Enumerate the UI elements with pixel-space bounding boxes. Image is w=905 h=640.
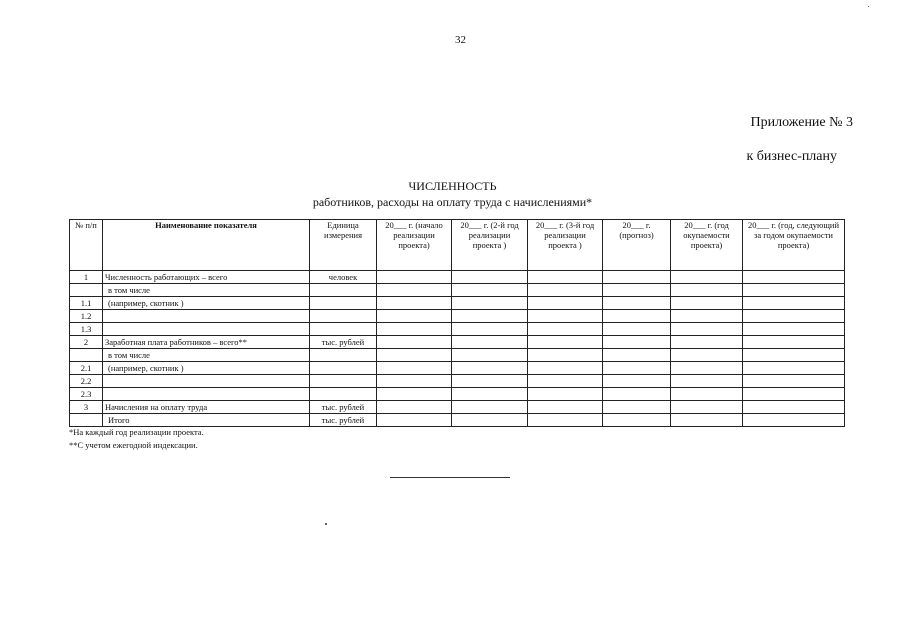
row-year-value-cell <box>377 336 452 349</box>
row-year-value-cell <box>452 375 528 388</box>
row-year-value-cell <box>671 284 743 297</box>
row-year-value-cell <box>377 401 452 414</box>
footnote-2: **С учетом ежегодной индексации. <box>69 440 198 450</box>
row-year-value-cell <box>743 297 845 310</box>
row-year-value-cell <box>743 375 845 388</box>
header-year-2: 20___ г. (2-й год реализации проекта ) <box>452 220 528 271</box>
table-row <box>70 297 845 310</box>
row-number <box>70 284 103 297</box>
row-unit <box>310 323 377 336</box>
row-year-value-cell <box>671 297 743 310</box>
row-indicator-name: Численность работающих – всего <box>103 271 310 284</box>
row-year-value-cell <box>528 284 603 297</box>
row-number: 3 <box>70 401 103 414</box>
row-year-value-cell <box>528 401 603 414</box>
row-year-value-cell <box>603 336 671 349</box>
row-number: 1 <box>70 271 103 284</box>
row-year-value-cell <box>743 388 845 401</box>
row-year-value-cell <box>452 271 528 284</box>
row-year-value-cell <box>452 388 528 401</box>
row-year-value-cell <box>603 310 671 323</box>
row-unit <box>310 284 377 297</box>
header-number: № п/п <box>70 220 103 271</box>
row-unit: человек <box>310 271 377 284</box>
row-year-value-cell <box>603 401 671 414</box>
row-year-value-cell <box>671 375 743 388</box>
row-year-value-cell <box>671 310 743 323</box>
row-year-value-cell <box>528 349 603 362</box>
row-year-value-cell <box>452 284 528 297</box>
row-year-value-cell <box>377 323 452 336</box>
document-title-line1: ЧИСЛЕННОСТЬ <box>408 179 497 193</box>
row-indicator-name: в том числе <box>103 349 310 362</box>
row-year-value-cell <box>377 349 452 362</box>
header-unit: Единица измерения <box>310 220 377 271</box>
header-year-forecast: 20___ г. (прогноз) <box>603 220 671 271</box>
row-unit: тыс. рублей <box>310 414 377 427</box>
row-year-value-cell <box>743 310 845 323</box>
row-indicator-name: в том числе <box>103 284 310 297</box>
appendix-subtitle: к бизнес-плану <box>746 149 837 164</box>
row-year-value-cell <box>603 375 671 388</box>
row-year-value-cell <box>603 323 671 336</box>
row-year-value-cell <box>377 297 452 310</box>
row-year-value-cell <box>528 323 603 336</box>
row-year-value-cell <box>528 297 603 310</box>
row-indicator-name <box>103 323 310 336</box>
row-year-value-cell <box>743 349 845 362</box>
row-unit <box>310 349 377 362</box>
appendix-title: Приложение № 3 <box>750 115 853 130</box>
row-unit <box>310 362 377 375</box>
row-number: 2.3 <box>70 388 103 401</box>
row-indicator-name: Начисления на оплату труда <box>103 401 310 414</box>
row-unit <box>310 375 377 388</box>
table-body <box>70 271 845 427</box>
row-year-value-cell <box>377 414 452 427</box>
row-year-value-cell <box>377 271 452 284</box>
row-year-value-cell <box>671 401 743 414</box>
row-year-value-cell <box>377 310 452 323</box>
document-title <box>0 178 905 210</box>
table-row <box>70 310 845 323</box>
row-year-value-cell <box>671 349 743 362</box>
row-year-value-cell <box>671 336 743 349</box>
row-year-value-cell <box>743 401 845 414</box>
table-row <box>70 388 845 401</box>
row-year-value-cell <box>528 310 603 323</box>
table-row <box>70 401 845 414</box>
row-year-value-cell <box>671 388 743 401</box>
table-row <box>70 362 845 375</box>
row-year-value-cell <box>452 401 528 414</box>
row-year-value-cell <box>528 388 603 401</box>
row-number: 2 <box>70 336 103 349</box>
row-number: 2.2 <box>70 375 103 388</box>
bottom-rule <box>390 477 510 478</box>
row-year-value-cell <box>528 414 603 427</box>
row-year-value-cell <box>743 284 845 297</box>
footnote-1: *На каждый год реализации проекта. <box>69 427 204 437</box>
row-year-value-cell <box>743 414 845 427</box>
row-year-value-cell <box>528 336 603 349</box>
row-year-value-cell <box>603 414 671 427</box>
row-unit: тыс. рублей <box>310 401 377 414</box>
row-year-value-cell <box>671 271 743 284</box>
row-year-value-cell <box>452 349 528 362</box>
row-indicator-name <box>103 375 310 388</box>
footnotes <box>69 426 204 452</box>
row-unit <box>310 388 377 401</box>
header-year-1: 20___ г. (начало реализации проекта) <box>377 220 452 271</box>
row-indicator-name <box>103 310 310 323</box>
row-year-value-cell <box>671 362 743 375</box>
row-year-value-cell <box>452 414 528 427</box>
row-year-value-cell <box>377 388 452 401</box>
row-year-value-cell <box>603 349 671 362</box>
row-number <box>70 414 103 427</box>
row-year-value-cell <box>603 388 671 401</box>
table-row <box>70 271 845 284</box>
document-title-line2: работников, расходы на оплату труда с начислениями* <box>312 195 593 209</box>
row-indicator-name: Заработная плата работников – всего** <box>103 336 310 349</box>
row-year-value-cell <box>603 297 671 310</box>
row-year-value-cell <box>377 284 452 297</box>
row-year-value-cell <box>528 271 603 284</box>
header-indicator-name: Наименование показателя <box>103 220 310 271</box>
row-year-value-cell <box>452 297 528 310</box>
row-number: 2.1 <box>70 362 103 375</box>
row-year-value-cell <box>743 336 845 349</box>
row-year-value-cell <box>671 323 743 336</box>
row-indicator-name <box>103 388 310 401</box>
header-year-3: 20___ г. (3-й год реализации проекта ) <box>528 220 603 271</box>
table-row <box>70 323 845 336</box>
row-unit <box>310 297 377 310</box>
header-year-payback: 20___ г. (год окупаемости проекта) <box>671 220 743 271</box>
table-row <box>70 375 845 388</box>
page-number: 32 <box>455 34 466 46</box>
header-year-after-payback: 20___ г. (год, следующий за годом окупаемости проекта) <box>743 220 845 271</box>
row-year-value-cell <box>603 284 671 297</box>
row-year-value-cell <box>528 362 603 375</box>
row-year-value-cell <box>671 414 743 427</box>
table-header-row <box>70 220 845 271</box>
table-row <box>70 414 845 427</box>
row-indicator-name: (например, скотник ) <box>103 362 310 375</box>
row-indicator-name: (например, скотник ) <box>103 297 310 310</box>
table-row <box>70 284 845 297</box>
row-year-value-cell <box>452 362 528 375</box>
row-year-value-cell <box>603 271 671 284</box>
row-year-value-cell <box>603 362 671 375</box>
row-unit: тыс. рублей <box>310 336 377 349</box>
row-year-value-cell <box>452 310 528 323</box>
row-year-value-cell <box>452 323 528 336</box>
staff-table <box>69 219 845 427</box>
row-year-value-cell <box>377 375 452 388</box>
row-year-value-cell <box>743 323 845 336</box>
row-year-value-cell <box>743 271 845 284</box>
table-row <box>70 336 845 349</box>
table-row <box>70 349 845 362</box>
row-year-value-cell <box>377 362 452 375</box>
row-number: 1.1 <box>70 297 103 310</box>
row-indicator-name: Итого <box>103 414 310 427</box>
row-number: 1.2 <box>70 310 103 323</box>
row-number <box>70 349 103 362</box>
scan-speck <box>325 523 327 525</box>
row-year-value-cell <box>528 375 603 388</box>
row-year-value-cell <box>452 336 528 349</box>
row-number: 1.3 <box>70 323 103 336</box>
scan-speck <box>868 6 869 7</box>
row-unit <box>310 310 377 323</box>
row-year-value-cell <box>743 362 845 375</box>
